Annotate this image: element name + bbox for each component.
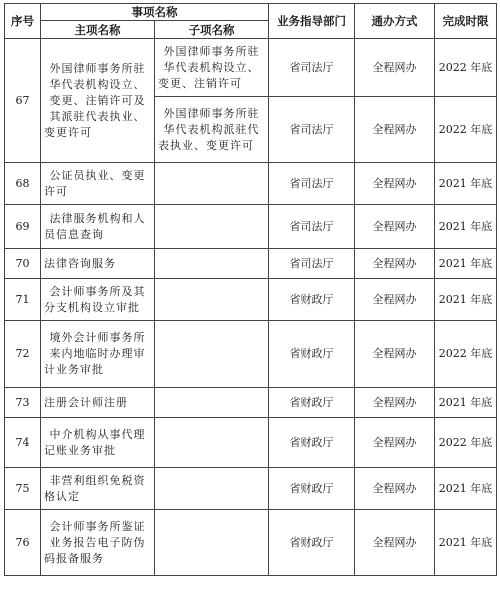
- method-cell: 全程网办: [355, 468, 435, 510]
- method-cell: 全程网办: [355, 388, 435, 418]
- main-item-cell: 会计师事务所及其分支机构设立审批: [41, 279, 155, 321]
- header-method: 通办方式: [355, 4, 435, 39]
- table-row: [5, 249, 497, 279]
- dept-cell: 省财政厅: [269, 510, 355, 576]
- seq-cell: 76: [5, 510, 41, 576]
- deadline-cell: 2021 年底: [435, 388, 497, 418]
- dept-cell: 省财政厅: [269, 388, 355, 418]
- sub-item-cell: [155, 321, 269, 388]
- deadline-cell: 2021 年底: [435, 279, 497, 321]
- dept-cell: 省司法厅: [269, 249, 355, 279]
- dept-cell: 省财政厅: [269, 418, 355, 468]
- method-cell: 全程网办: [355, 510, 435, 576]
- table-row: [5, 468, 497, 510]
- method-cell: 全程网办: [355, 97, 435, 163]
- header-row-top: [5, 4, 497, 21]
- deadline-cell: 2021 年底: [435, 249, 497, 279]
- table-row: [5, 388, 497, 418]
- items-table: [4, 3, 497, 576]
- sub-item-cell: [155, 510, 269, 576]
- header-dept: 业务指导部门: [269, 4, 355, 39]
- seq-cell: 71: [5, 279, 41, 321]
- main-item-cell: 境外会计师事务所来内地临时办理审计业务审批: [41, 321, 155, 388]
- dept-cell: 省司法厅: [269, 163, 355, 205]
- main-item-cell: 中介机构从事代理记账业务审批: [41, 418, 155, 468]
- dept-cell: 省财政厅: [269, 468, 355, 510]
- seq-cell: 73: [5, 388, 41, 418]
- deadline-cell: 2022 年底: [435, 39, 497, 97]
- header-seq: 序号: [5, 4, 41, 39]
- sub-item-cell: [155, 249, 269, 279]
- method-cell: 全程网办: [355, 163, 435, 205]
- dept-cell: 省司法厅: [269, 205, 355, 249]
- seq-cell: 72: [5, 321, 41, 388]
- table-row: [5, 39, 497, 97]
- seq-cell: 75: [5, 468, 41, 510]
- sub-item-cell: [155, 163, 269, 205]
- dept-cell: 省司法厅: [269, 97, 355, 163]
- header-deadline: 完成时限: [435, 4, 497, 39]
- table-row: [5, 418, 497, 468]
- table-row: [5, 321, 497, 388]
- dept-cell: 省财政厅: [269, 279, 355, 321]
- sub-item-cell: [155, 205, 269, 249]
- seq-cell: 68: [5, 163, 41, 205]
- method-cell: 全程网办: [355, 321, 435, 388]
- table-row: [5, 279, 497, 321]
- method-cell: 全程网办: [355, 205, 435, 249]
- method-cell: 全程网办: [355, 249, 435, 279]
- table-row: [5, 510, 497, 576]
- header-main-item: 主项名称: [41, 21, 155, 39]
- main-item-cell: 公证员执业、变更许可: [41, 163, 155, 205]
- method-cell: 全程网办: [355, 279, 435, 321]
- sub-item-cell: [155, 468, 269, 510]
- main-item-cell: 注册会计师注册: [41, 388, 155, 418]
- main-item-cell: 法律咨询服务: [41, 249, 155, 279]
- table-row: [5, 163, 497, 205]
- sub-item-cell: [155, 418, 269, 468]
- seq-cell: 70: [5, 249, 41, 279]
- seq-cell: 69: [5, 205, 41, 249]
- sub-item-cell: [155, 388, 269, 418]
- sub-item-cell: [155, 279, 269, 321]
- sub-item-cell: 外国律师事务所驻华代表机构派驻代表执业、变更许可: [155, 97, 269, 163]
- main-item-cell: 非营利组织免税资格认定: [41, 468, 155, 510]
- header-sub-item: 子项名称: [155, 21, 269, 39]
- main-item-cell: 会计师事务所鉴证业务报告电子防伪码报备服务: [41, 510, 155, 576]
- table-row: [5, 205, 497, 249]
- header-item-name: 事项名称: [41, 4, 269, 21]
- table-body: [5, 39, 497, 576]
- main-item-cell: 外国律师事务所驻华代表机构设立、变更、注销许可及其派驻代表执业、变更许可: [41, 39, 155, 163]
- main-item-cell: 法律服务机构和人员信息查询: [41, 205, 155, 249]
- deadline-cell: 2022 年底: [435, 97, 497, 163]
- deadline-cell: 2022 年底: [435, 418, 497, 468]
- method-cell: 全程网办: [355, 418, 435, 468]
- sub-item-cell: 外国律师事务所驻华代表机构设立、变更、注销许可: [155, 39, 269, 97]
- dept-cell: 省财政厅: [269, 321, 355, 388]
- deadline-cell: 2021 年底: [435, 163, 497, 205]
- method-cell: 全程网办: [355, 39, 435, 97]
- dept-cell: 省司法厅: [269, 39, 355, 97]
- deadline-cell: 2021 年底: [435, 510, 497, 576]
- deadline-cell: 2021 年底: [435, 468, 497, 510]
- deadline-cell: 2022 年底: [435, 321, 497, 388]
- deadline-cell: 2021 年底: [435, 205, 497, 249]
- seq-cell: 67: [5, 39, 41, 163]
- seq-cell: 74: [5, 418, 41, 468]
